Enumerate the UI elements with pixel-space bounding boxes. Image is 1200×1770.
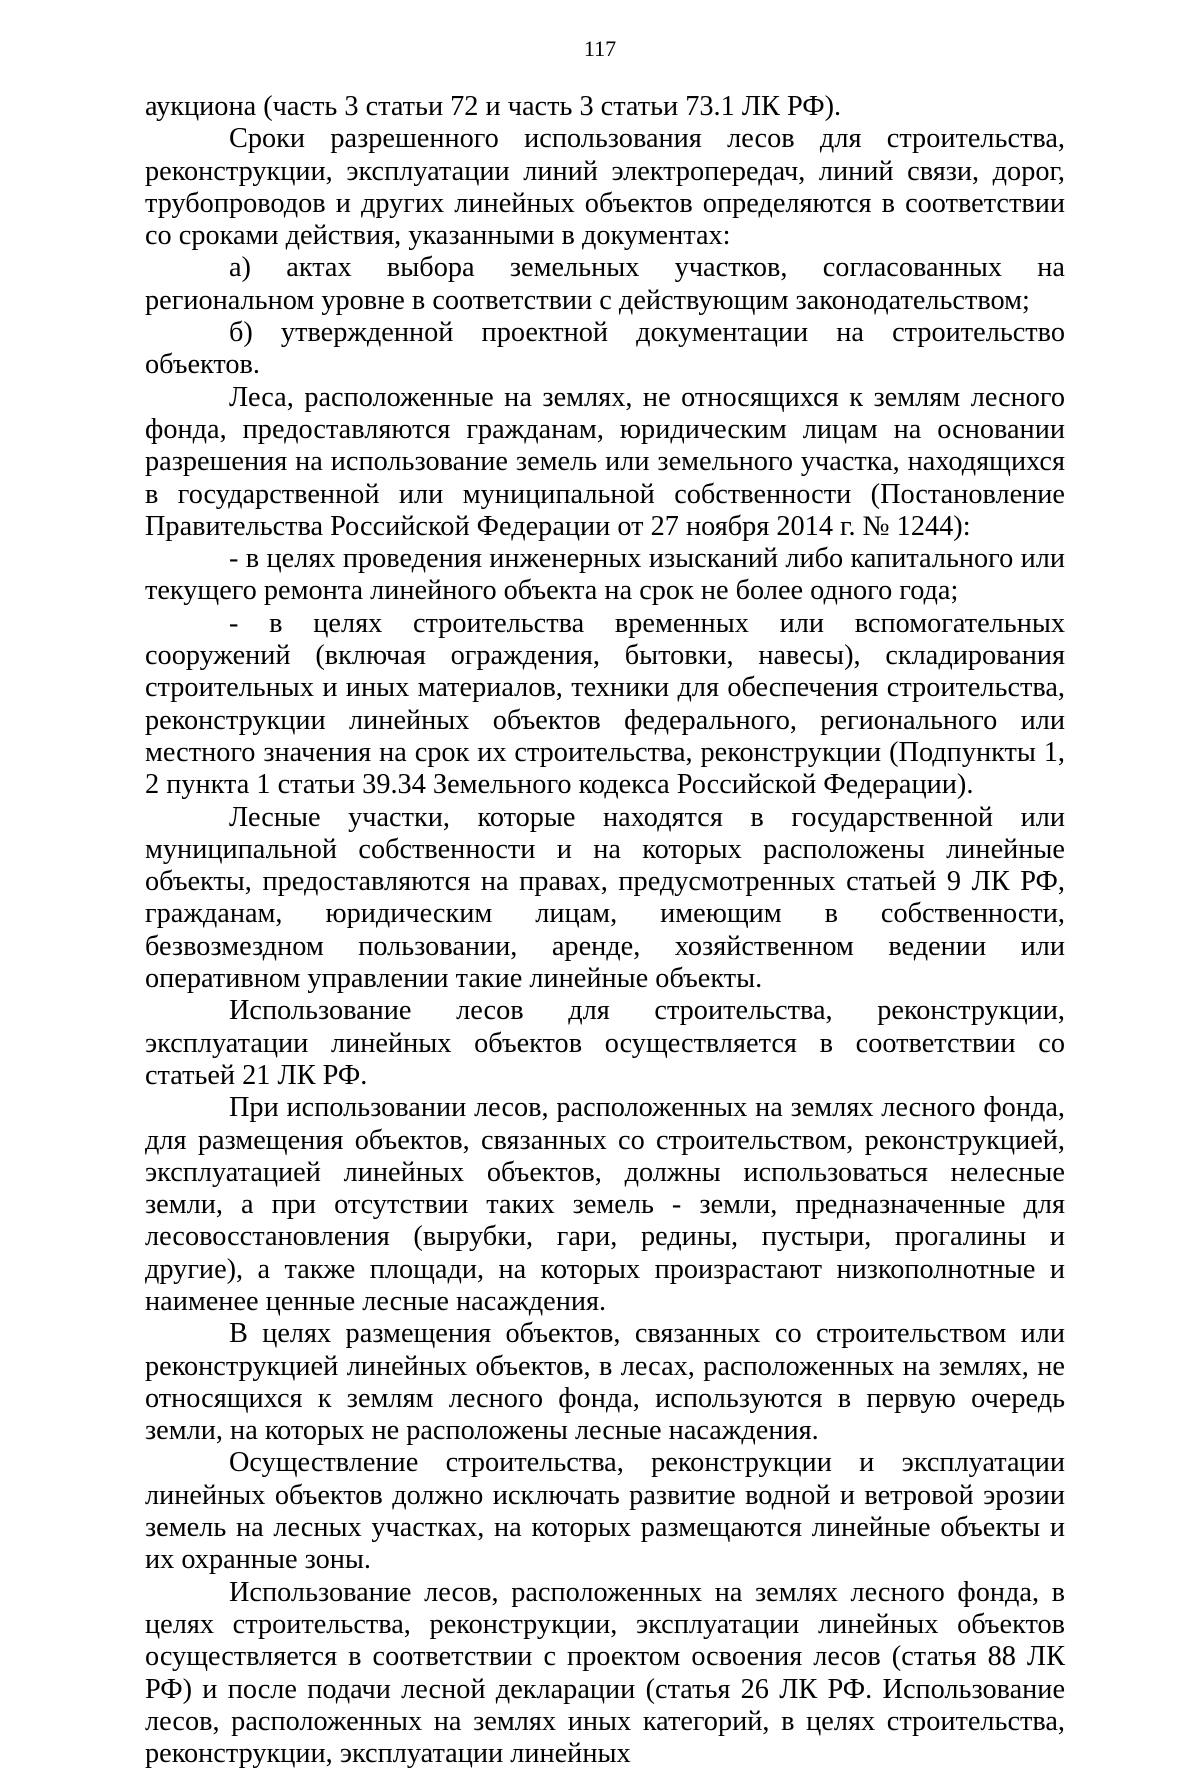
paragraph: аукциона (часть 3 статьи 72 и часть 3 статьи 73.1 ЛК РФ). bbox=[145, 91, 842, 122]
paragraph: Лесные участки, которые находятся в государственной или муниципальной собственности и на которых расположены линейные объекты, предоставляются на правах, предусмотренных статьей 9 ЛК РФ, гражданам, юридическим лицам, имеющим в собственности, безвозмездном пользовании, аренде, хозяйственном ведении или оперативном управлении такие линейные объекты. bbox=[145, 801, 1065, 995]
paragraph: б) утвержденной проектной документации на строительство объектов. bbox=[145, 317, 1065, 381]
paragraph: - в целях проведения инженерных изысканий либо капитального или текущего ремонта линейного объекта на срок не более одного года; bbox=[145, 543, 1065, 607]
paragraph: Осуществление строительства, реконструкции и эксплуатации линейных объектов должно исключать развитие водной и ветровой эрозии земель на лесных участках, на которых размещаются линейные объекты и их охранные зоны. bbox=[145, 1447, 1065, 1576]
paragraph: Сроки разрешенного использования лесов для строительства, реконструкции, эксплуатации линий электропередач, линий связи, дорог, трубопроводов и других линейных объектов определяются в соответствии со сроками действия, указанными в документах: bbox=[145, 123, 1065, 252]
document-body bbox=[145, 91, 1065, 1770]
paragraph: При использовании лесов, расположенных на землях лесного фонда, для размещения объектов, связанных со строительством, реконструкцией, эксплуатацией линейных объектов, должны использоваться нелесные земли, а при отсутствии таких земель - земли, предназначенные для лесовосстановления (вырубки, гари, редины, пустыри, прогалины и другие), а также площади, на которых произрастают низкополнотные и наименее ценные лесные насаждения. bbox=[145, 1092, 1065, 1317]
paragraph: В целях размещения объектов, связанных со строительством или реконструкцией линейных объектов, в лесах, расположенных на землях, не относящихся к землям лесного фонда, используются в первую очередь земли, на которых не расположены лесные насаждения. bbox=[145, 1318, 1065, 1447]
paragraph: Леса, расположенные на землях, не относящихся к землям лесного фонда, предоставляются гражданам, юридическим лицам на основании разрешения на использование земель или земельного участка, находящихся в государственной или муниципальной собственности (Постановление Правительства Российской Федерации от 27 ноября 2014 г. № 1244): bbox=[145, 381, 1065, 542]
paragraph: Использование лесов для строительства, реконструкции, эксплуатации линейных объектов осуществляется в соответствии со статьей 21 ЛК РФ. bbox=[145, 995, 1065, 1091]
paragraph: Использование лесов, расположенных на землях лесного фонда, в целях строительства, реконструкции, эксплуатации линейных объектов осуществляется в соответствии с проектом освоения лесов (статья 88 ЛК РФ) и после подачи лесной декларации (статья 26 ЛК РФ. Использование лесов, расположенных на землях иных категорий, в целях строительства, реконструкции, эксплуатации линейных bbox=[145, 1576, 1065, 1770]
page-number: 117 bbox=[583, 36, 617, 61]
paragraph: - в целях строительства временных или вспомогательных сооружений (включая ограждения, бытовки, навесы), складирования строительных и иных материалов, техники для обеспечения строительства, реконструкции линейных объектов федерального, регионального или местного значения на срок их строительства, реконструкции (Подпункты 1, 2 пункта 1 статьи 39.34 Земельного кодекса Российской Федерации). bbox=[145, 607, 1065, 801]
paragraph: а) актах выбора земельных участков, согласованных на региональном уровне в соответствии с действующим законодательством; bbox=[145, 252, 1065, 316]
